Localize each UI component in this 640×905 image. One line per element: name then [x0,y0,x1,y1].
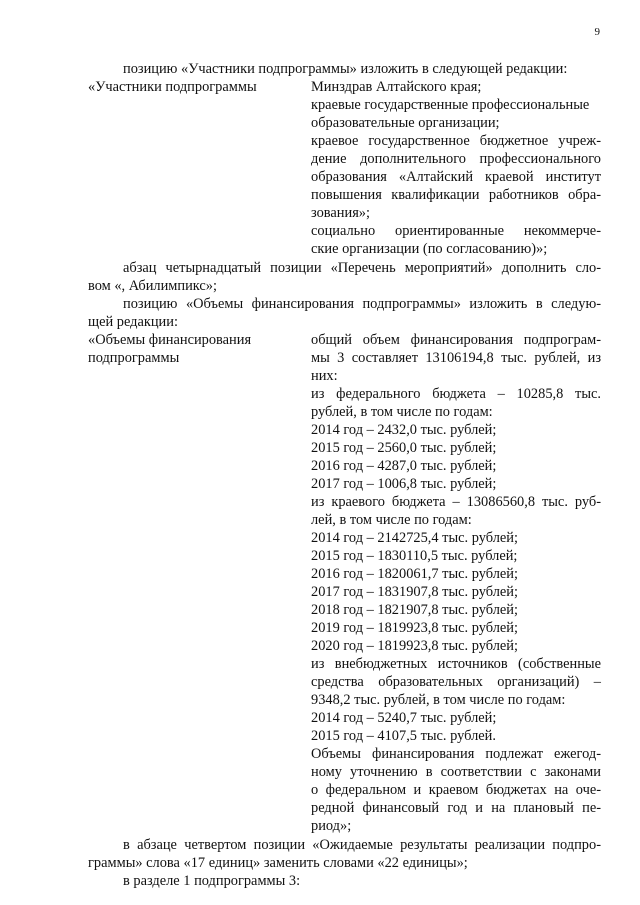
financing-line: 2015 год – 2560,0 тыс. рублей; [311,440,497,456]
financing-line: лей, в том числе по годам: [311,512,472,528]
financing-line: мы 3 составляет 13106194,8 тыс. рублей, из [311,350,601,366]
financing-line: 2017 год – 1006,8 тыс. рублей; [311,476,497,492]
financing-line: 2020 год – 1819923,8 тыс. рублей; [311,638,518,654]
financing-line: них: [311,368,338,384]
participants-line: зования»; [311,205,371,221]
financing-label: «Объемы финансирования [88,332,252,348]
financing-line: 2015 год – 1830110,5 тыс. рублей; [311,548,518,564]
financing-line: 2016 год – 1820061,7 тыс. рублей; [311,566,518,582]
financing-line: 2014 год – 5240,7 тыс. рублей; [311,710,497,726]
financing-line: 2016 год – 4287,0 тыс. рублей; [311,458,497,474]
paragraph-4-line1: в абзаце четвертом позиции «Ожидаемые результаты реализации подпро- [123,837,601,853]
financing-line: из краевого бюджета – 13086560,8 тыс. руб- [311,494,601,510]
participants-line: дение дополнительного профессионального [311,151,601,167]
financing-line: 2018 год – 1821907,8 тыс. рублей; [311,602,518,618]
financing-line: 2019 год – 1819923,8 тыс. рублей; [311,620,518,636]
financing-line: из внебюджетных источников (собственные [311,656,601,672]
section-1-line: в разделе 1 подпрограммы 3: [123,873,301,889]
participants-line: Минздрав Алтайского края; [311,79,482,95]
intro-financing-line1: позицию «Объемы финансирования подпрограммы» изложить в следую- [123,296,601,312]
financing-line: 2017 год – 1831907,8 тыс. рублей; [311,584,518,600]
paragraph-14-line1: абзац четырнадцатый позиции «Перечень мероприятий» дополнить сло- [123,260,601,276]
participants-line: ские организации (по согласованию)»; [311,241,548,257]
participants-line: повышения квалификации работников обра- [311,187,601,203]
participants-line: краевые государственные профессиональные [311,97,590,113]
participants-line: краевое государственное бюджетное учреж- [311,133,601,149]
financing-label: подпрограммы [88,350,180,366]
intro-financing-line2: щей редакции: [88,314,178,330]
participants-line: образовательные организации; [311,115,500,131]
financing-line: 9348,2 тыс. рублей, в том числе по годам: [311,692,566,708]
financing-line: общий объем финансирования подпрограм- [311,332,601,348]
financing-line: 2014 год – 2432,0 тыс. рублей; [311,422,497,438]
participants-line: образования «Алтайский краевой институт [311,169,601,185]
intro-participants: позицию «Участники подпрограммы» изложить в следующей редакции: [123,61,568,77]
financing-line: Объемы финансирования подлежат ежегод- [311,746,601,762]
participants-line: социально ориентированные некоммерче- [311,223,601,239]
participants-label: «Участники подпрограммы [88,79,257,95]
financing-line: ному уточнению в соответствии с законами [311,764,601,780]
financing-line: рублей, в том числе по годам: [311,404,493,420]
financing-line: 2014 год – 2142725,4 тыс. рублей; [311,530,518,546]
financing-line: о федеральном и краевом бюджетах на оче- [311,782,601,798]
paragraph-4-line2: граммы» слова «17 единиц» заменить словами «22 единицы»; [88,855,468,871]
financing-line: 2015 год – 4107,5 тыс. рублей. [311,728,496,744]
financing-line: средства образовательных организаций) – [311,674,601,690]
financing-line: из федерального бюджета – 10285,8 тыс. [311,386,601,402]
page-number: 9 [594,26,600,38]
financing-line: редной финансовый год и на плановый пе- [311,800,601,816]
paragraph-14-line2: вом «, Абилимпикс»; [88,278,218,294]
financing-line: риод»; [311,818,352,834]
